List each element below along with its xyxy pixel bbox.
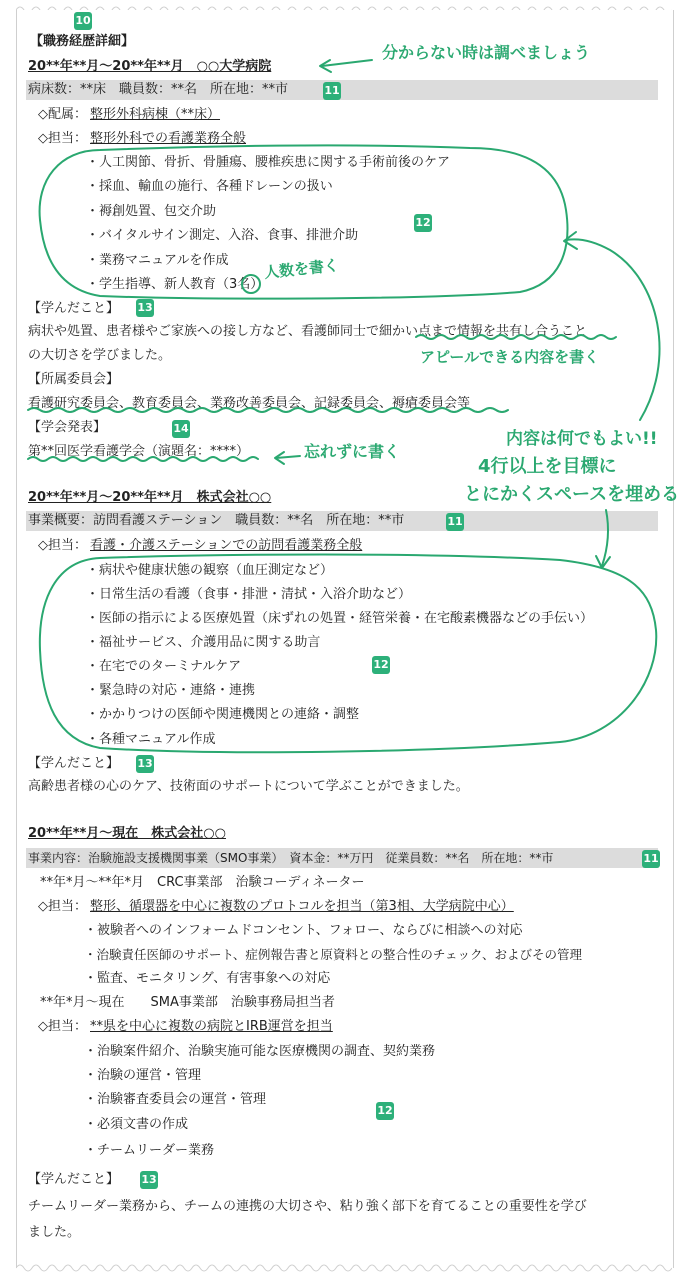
job2-learned-label: 【学んだこと】: [28, 756, 120, 771]
job3-duty: ・監査、モニタリング、有害事象への対応: [84, 971, 331, 986]
badge-12: 12: [376, 1102, 394, 1120]
job1-committee-label: 【所属委員会】: [28, 372, 120, 387]
note-dontforget: 忘れずに書く: [304, 442, 401, 461]
job3-duty: ・治験審査委員会の運営・管理: [84, 1092, 267, 1107]
note-headcount: 人数を書く: [263, 256, 340, 282]
job2-duty: ・病状や健康状態の観察（血圧測定など）: [86, 563, 334, 578]
job1-duty: ・褥創処置、包交介助: [86, 204, 217, 219]
note-anything-2: 4行以上を目標に: [478, 456, 617, 477]
badge-13: 13: [136, 299, 154, 317]
job3-sub1: **年*月～**年*月 CRC事業部 治験コーディネーター: [40, 875, 365, 890]
job1-role-value: 整形外科での看護業務全般: [90, 131, 247, 146]
badge-11: 11: [446, 513, 464, 531]
job3-duty: ・チームリーダー業務: [84, 1143, 215, 1158]
job1-committee-value: 看護研究委員会、教育委員会、業務改善委員会、記録委員会、褥瘡委員会等: [28, 396, 471, 411]
job3-duty: ・被験者へのインフォームドコンセント、フォロー、ならびに相談への対応: [84, 923, 523, 938]
job3-learned-line1: チームリーダー業務から、チームの連携の大切さや、粘り強く部下を育てることの重要性を学び: [28, 1199, 587, 1214]
badge-11: 11: [323, 82, 341, 100]
badge-10: 10: [74, 12, 92, 30]
headcount-circle: [242, 275, 260, 293]
job2-role-value: 看護・介護ステーションでの訪問看護業務全般: [90, 538, 363, 553]
job1-dept-value: 整形外科病棟（**床）: [90, 107, 221, 122]
note-lookup: 分からない時は調べましょう: [382, 43, 591, 62]
job1-summary: 病床数：**床 職員数：**名 所在地：**市: [28, 82, 289, 97]
job2-duty: ・医師の指示による医療処置（床ずれの処置・経管栄養・在宅酸素機器などの手伝い）: [86, 611, 594, 626]
job2-duty: ・日常生活の看護（食事・排泄・清拭・入浴介助など）: [86, 587, 412, 602]
job3-duty: ・治験案件紹介、治験実施可能な医療機関の調査、契約業務: [84, 1044, 436, 1059]
learned-wavy-underline: [416, 335, 616, 339]
job3-duty: ・治験責任医師のサポート、症例報告書と原資料との整合性のチェック、およびその管理: [84, 947, 583, 962]
arrow-to-presentation: [276, 456, 300, 458]
job1-dept-label: ◇配属：: [38, 107, 87, 122]
job1-duty: ・人工関節、骨折、骨腫瘍、腰椎疾患に関する手術前後のケア: [86, 155, 451, 170]
badge-12: 12: [414, 214, 432, 232]
badge-11: 11: [642, 850, 660, 868]
job1-duty: ・バイタルサイン測定、入浴、食事、排泄介助: [86, 228, 359, 243]
committee-wavy-underline: [28, 408, 508, 412]
job3-sub2: **年*月～現在 SMA事業部 治験事務局担当者: [40, 995, 335, 1010]
section-heading: 【職務経歴詳細】: [30, 34, 135, 49]
note-appeal: アピールできる内容を書く: [420, 348, 600, 366]
job1-duty: ・学生指導、新人教育（3名）: [86, 277, 264, 292]
job3-duty: ・治験の運営・管理: [84, 1068, 202, 1083]
job2-duties-loop: [40, 555, 656, 753]
badge-13: 13: [140, 1171, 158, 1189]
job1-learned-line2: の大切さを学びました。: [28, 348, 172, 363]
job3-role2-label: ◇担当：: [38, 1019, 87, 1034]
job1-learned-line1: 病状や処置、患者様やご家族への接し方など、看護師同士で細かい点まで情報を共有し合うこと: [28, 324, 588, 339]
arrow-to-job1-loop: [566, 239, 660, 420]
job2-role-label: ◇担当：: [38, 538, 87, 553]
job2-duty: ・在宅でのターミナルケア: [86, 659, 242, 674]
note-anything-3: とにかくスペースを埋める: [464, 484, 680, 505]
badge-14: 14: [172, 420, 190, 438]
job2-learned-line1: 高齢患者様の心のケア、技術面のサポートについて学ぶことができました。: [28, 779, 469, 794]
job3-summary: 事業内容：治験施設支援機関事業（SMO事業） 資本金：**万円 従業員数：**名 所在地：**市: [28, 851, 554, 865]
presentation-wavy-underline: [28, 457, 258, 461]
job2-duty: ・各種マニュアル作成: [86, 732, 216, 747]
job3-learned-label: 【学んだこと】: [28, 1172, 120, 1187]
badge-13: 13: [136, 755, 154, 773]
job1-duty: ・採血、輸血の施行、各種ドレーンの扱い: [86, 179, 333, 194]
job1-presentation-value: 第**回医学看護学会（演題名：****）: [28, 444, 250, 459]
job2-summary: 事業概要：訪問看護ステーション 職員数：**名 所在地：**市: [28, 513, 405, 528]
arrow-to-job2-loop: [602, 510, 608, 566]
note-anything-1: 内容は何でもよい!!: [506, 429, 658, 449]
job1-period: 20**年**月～20**年**月 ○○大学病院: [28, 59, 272, 74]
job3-duty: ・必須文書の作成: [84, 1117, 189, 1132]
job3-role1-label: ◇担当：: [38, 899, 87, 914]
badge-12: 12: [372, 656, 390, 674]
job1-role-label: ◇担当：: [38, 131, 87, 146]
job3-role2-value: **県を中心に複数の病院とIRB運営を担当: [90, 1019, 333, 1034]
job3-period: 20**年**月～現在 株式会社○○: [28, 826, 226, 841]
job2-period: 20**年**月～20**年**月 株式会社○○: [28, 490, 272, 505]
job3-learned-line2: ました。: [28, 1225, 81, 1240]
job1-learned-label: 【学んだこと】: [28, 301, 120, 316]
job2-duty: ・かかりつけの医師や関連機関との連絡・調整: [86, 707, 360, 722]
job3-role1-value: 整形、循環器を中心に複数のプロトコルを担当（第3相、大学病院中心）: [90, 899, 514, 914]
job1-presentation-label: 【学会発表】: [28, 420, 107, 435]
job1-duty: ・業務マニュアルを作成: [86, 253, 229, 268]
job2-duty: ・福祉サービス、介護用品に関する助言: [86, 635, 321, 650]
job2-duty: ・緊急時の対応・連絡・連携: [86, 683, 256, 698]
